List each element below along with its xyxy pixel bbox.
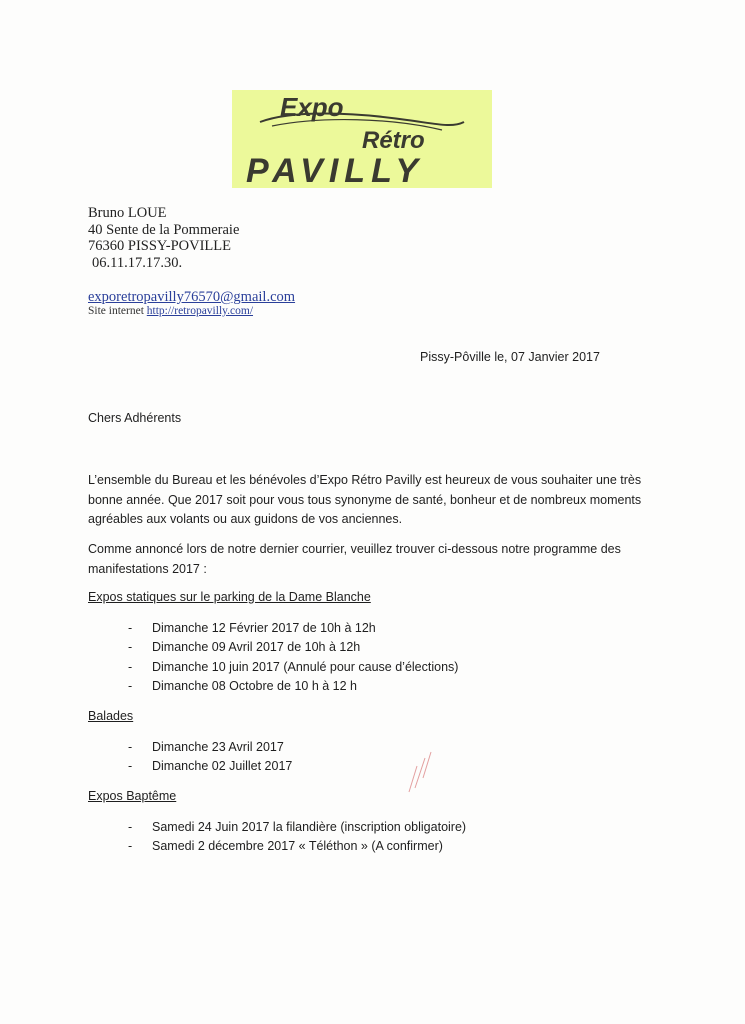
section-title-expos-bapteme: Expos Baptême [88, 789, 177, 803]
static-expos-list [128, 619, 458, 696]
list-item: - Dimanche 02 Juillet 2017 [128, 759, 293, 774]
list-item: - Samedi 2 décembre 2017 « Téléthon » (A confirmer) [128, 839, 443, 854]
section-title-static-expos: Expos statiques sur le parking de la Dame Blanche [88, 590, 371, 604]
sender-address-block [88, 205, 239, 271]
logo-line3: PAVILLY [246, 152, 424, 188]
list-item: - Dimanche 12 Février 2017 de 10h à 12h [128, 621, 376, 635]
list-item: - Samedi 24 Juin 2017 la filandière (inscription obligatoire) [128, 820, 467, 834]
sender-city: 76360 PISSY-POVILLE [88, 238, 231, 254]
list-item: - Dimanche 23 Avril 2017 [128, 740, 284, 754]
sender-name: Bruno LOUE [88, 205, 167, 221]
balades-list [128, 738, 292, 777]
letter-date: Pissy-Pôville le, 07 Janvier 2017 [420, 350, 600, 364]
expos-bapteme-list [128, 818, 466, 857]
sender-email-link[interactable]: exporetropavilly76570@gmail.com [88, 289, 296, 305]
website-label: Site internet [88, 305, 144, 317]
list-item: - Dimanche 10 juin 2017 (Annulé pour cause d’élections) [128, 659, 459, 674]
section-title-balades: Balades [88, 709, 134, 723]
paragraph-program-intro: Comme annoncé lors de notre dernier courrier, veuillez trouver ci-dessous notre programme des manifestations 2017 : [88, 542, 621, 576]
logo-line1: Expo [280, 92, 344, 122]
logo-line2: Rétro [362, 127, 425, 154]
list-item: - Dimanche 08 Octobre de 10 h à 12 h [128, 678, 357, 693]
sender-street: 40 Sente de la Pommeraie [88, 221, 240, 238]
letter-greeting: Chers Adhérents [88, 411, 182, 425]
website-line [88, 305, 253, 317]
list-item: - Dimanche 09 Avril 2017 de 10h à 12h [128, 640, 361, 655]
logo-graphic [232, 90, 492, 188]
expo-retro-pavilly-logo [232, 90, 492, 188]
paragraph-wishes: L’ensemble du Bureau et les bénévoles d’Expo Rétro Pavilly est heureux de vous souhaiter une très bonne année. Que 2017 soit pour vous tous synonyme de santé, bonheur et de nombreux moments agréables aux volants ou aux guidons de vos anciennes. [88, 473, 642, 526]
sender-phone: 06.11.17.17.30. [92, 254, 183, 271]
website-link[interactable]: http://retropavilly.com/ [146, 305, 254, 317]
pen-mark [405, 748, 435, 798]
